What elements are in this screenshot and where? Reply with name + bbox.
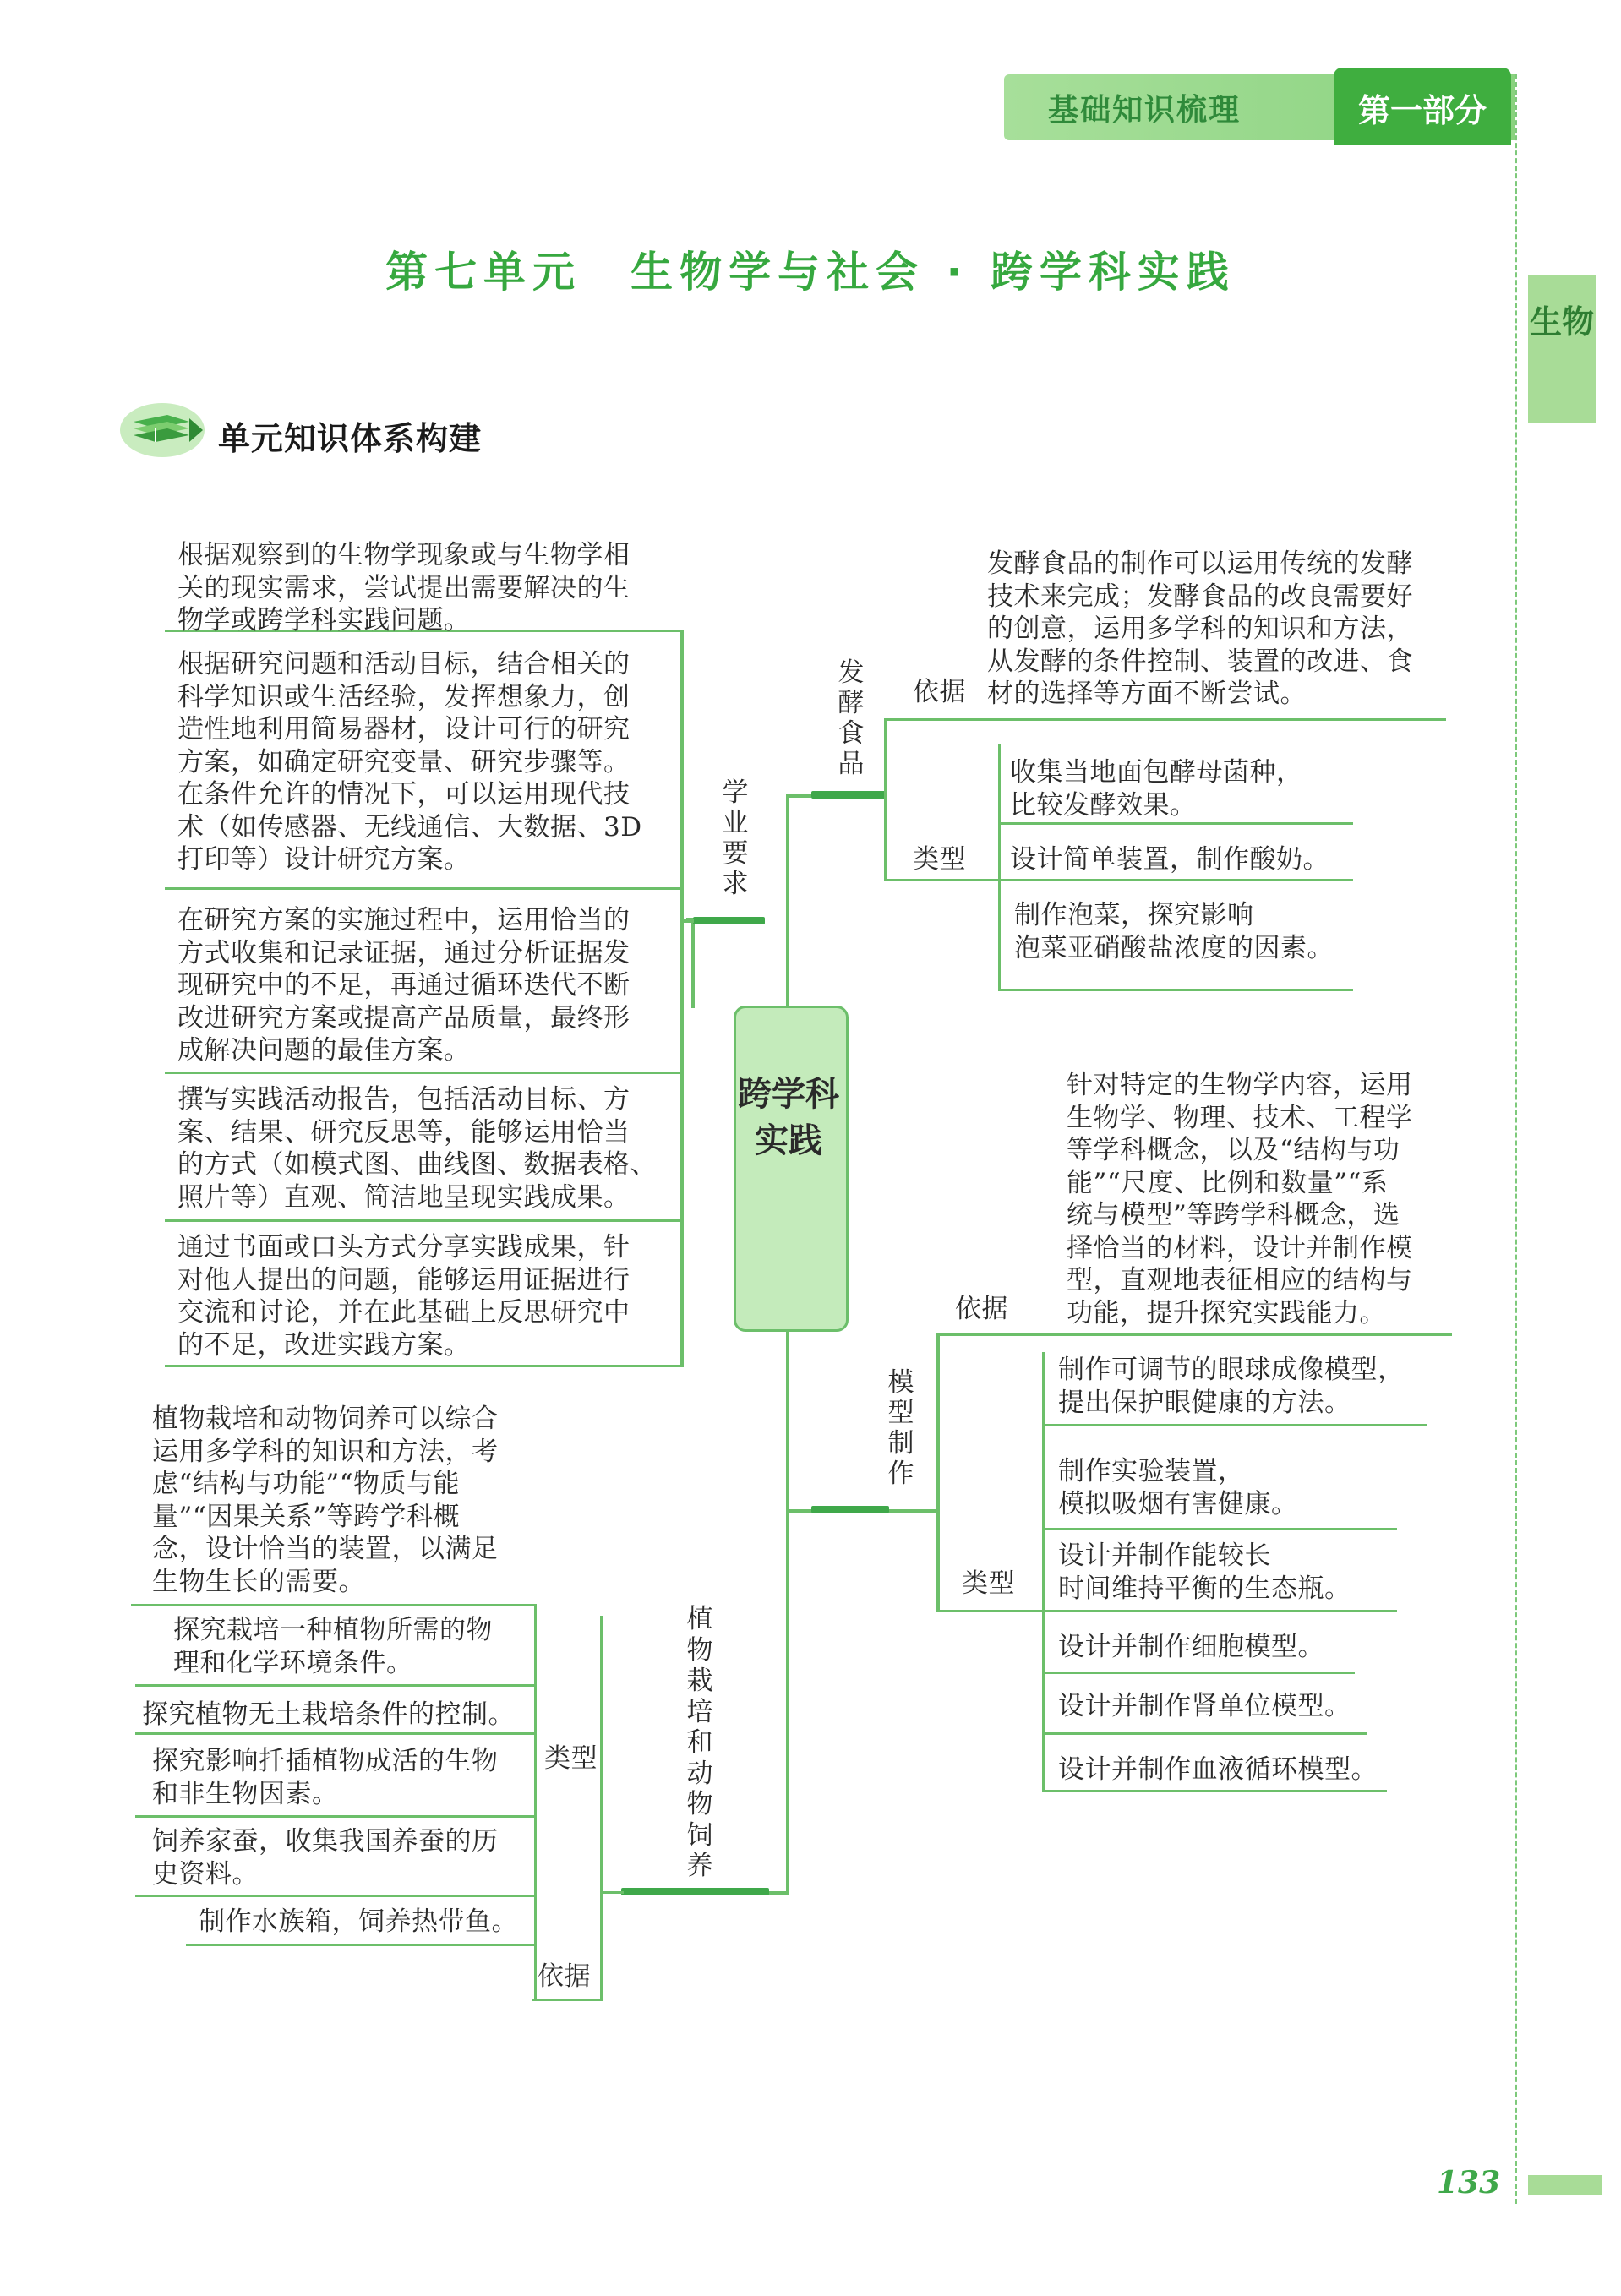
separator [884, 879, 1002, 881]
separator [936, 1610, 1046, 1612]
separator [165, 887, 684, 890]
zhiwu-type-1: 探究栽培一种植物所需的物 理和化学环境条件。 [173, 1615, 493, 1678]
separator [1042, 1610, 1397, 1612]
moxing-type-2: 制作实验装置， 模拟吸烟有害健康。 [1058, 1456, 1298, 1519]
page-number: 133 [1437, 2165, 1501, 2201]
zhiwu-type-3: 探究影响扦插植物成活的生物 和非生物因素。 [152, 1746, 499, 1809]
connector [691, 921, 695, 1008]
connector [600, 1616, 603, 2000]
separator [135, 1895, 534, 1897]
section-title: 单元知识体系构建 [218, 420, 483, 457]
connector [786, 794, 789, 1007]
zhiwu-basis-text: 植物栽培和动物饲养可以综合 运用多学科的知识和方法，考 虑“结构与功能”“物质与能 量”“因果关系”等跨学科概 念，设计恰当的装置，以满足 生物生长的需要。 [152, 1404, 499, 1597]
fajiao-types-label: 类型 [913, 844, 966, 875]
moxing-types-label: 类型 [962, 1568, 1015, 1599]
moxing-type-1: 制作可调节的眼球成像模型， 提出保护眼健康的方法。 [1058, 1355, 1405, 1418]
connector [936, 1333, 940, 1612]
page-number-bar [1528, 2175, 1602, 2195]
header-section-label: 基础知识梳理 [1048, 93, 1242, 128]
fajiao-basis-text: 发酵食品的制作可以运用传统的发酵 技术来完成；发酵食品的改良需要好 的创意，运用多学科的知识和方法， 从发酵的条件控制、装置的改进、食 材的选择等方面不断尝试。 [987, 548, 1413, 709]
separator [1042, 1528, 1397, 1530]
zhiwu-type-4: 饲养家蚕，收集我国养蚕的历 史资料。 [152, 1826, 499, 1890]
label-bar [811, 791, 886, 799]
zhiwu-type-5: 制作水族箱，饲养热带鱼。 [199, 1906, 518, 1937]
separator [532, 1999, 603, 2001]
center-node-label: 跨学科实践 [738, 1075, 839, 1160]
page-title: 第七单元 生物学与社会 · 跨学科实践 [385, 248, 1236, 297]
label-fajiao-shipin: 发酵食品 [838, 657, 865, 779]
fajiao-basis-label: 依据 [913, 677, 966, 707]
connector [998, 744, 1001, 989]
moxing-type-6: 设计并制作血液循环模型。 [1058, 1754, 1378, 1785]
separator [998, 879, 1353, 881]
fajiao-type-1: 收集当地面包酵母菌种， 比较发酵效果。 [1010, 757, 1303, 821]
separator [131, 1604, 537, 1606]
connector [786, 1509, 811, 1513]
moxing-type-4: 设计并制作细胞模型。 [1058, 1632, 1324, 1662]
connector [534, 1604, 537, 2001]
zhiwu-types-label: 类型 [544, 1743, 598, 1774]
separator [1042, 1732, 1367, 1735]
separator [998, 822, 1353, 825]
left-top-item-1: 根据观察到的生物学现象或与生物学相 关的现实需求，尝试提出需要解决的生 物学或跨学科实践问题。 [177, 540, 630, 635]
fajiao-type-3: 制作泡菜，探究影响 泡菜亚硝酸盐浓度的因素。 [1014, 900, 1334, 963]
label-xueye-yaoqiu: 学业要求 [722, 777, 749, 899]
connector [786, 1509, 789, 1894]
subject-side-tab-label: 生物 [1529, 303, 1594, 341]
label-bar [811, 1506, 889, 1513]
label-bar [621, 1888, 769, 1895]
separator [998, 989, 1353, 991]
separator [135, 1684, 534, 1687]
books-icon [118, 393, 211, 461]
moxing-basis-text: 针对特定的生物学内容，运用 生物学、物理、技术、工程学 等学科概念，以及“结构与功 能”“尺度、比例和数量”“系 统与模型”等跨学科概念，选 择恰当的材料，设计并制作模 型，直观地表征相应的结构与 功能，提升探究实践能力。 [1067, 1070, 1413, 1328]
left-top-item-5: 通过书面或口头方式分享实践成果，针 对他人提出的问题，能够运用证据进行 交流和讨论，并在此基础上反思研究中 的不足，改进实践方案。 [177, 1232, 630, 1361]
separator [1042, 1672, 1355, 1674]
center-node [734, 1006, 849, 1332]
connector [1042, 1352, 1045, 1792]
separator [936, 1333, 1452, 1336]
left-top-item-4: 撰写实践活动报告，包括活动目标、方 案、结果、研究反思等，能够运用恰当 的方式（如模式图、曲线图、数据表格、 照片等）直观、简洁地呈现实践成果。 [177, 1084, 657, 1213]
fajiao-type-2: 设计简单装置，制作酸奶。 [1010, 844, 1329, 875]
page-edge-dashed-line [1515, 74, 1517, 2204]
connector [786, 1325, 789, 1511]
label-zhiwu-zaipei: 植物栽培和动物饲养 [686, 1604, 713, 1881]
separator [1042, 1790, 1387, 1792]
label-moxing-zhizuo: 模型制作 [887, 1367, 914, 1489]
moxing-basis-label: 依据 [955, 1294, 1008, 1324]
connector [600, 1891, 624, 1894]
left-top-item-2: 根据研究问题和活动目标，结合相关的 科学知识或生活经验，发挥想象力，创 造性地利用简易器材，设计可行的研究 方案，如确定研究变量、研究步骤等。 在条件允许的情况下，可以运用现代技 术（如传感器、无线通信、大数据、3D 打印等）设计研究方案。 [177, 649, 642, 875]
separator [135, 1732, 534, 1735]
separator [135, 1815, 534, 1818]
zhiwu-basis-label: 依据 [538, 1961, 591, 1992]
zhiwu-type-2: 探究植物无土栽培条件的控制。 [142, 1699, 515, 1730]
connector [889, 1509, 938, 1513]
separator [1042, 1424, 1427, 1426]
separator [165, 1219, 684, 1222]
moxing-type-3: 设计并制作能较长 时间维持平衡的生态瓶。 [1058, 1541, 1351, 1604]
moxing-type-5: 设计并制作肾单位模型。 [1058, 1691, 1351, 1721]
left-top-item-3: 在研究方案的实施过程中，运用恰当的 方式收集和记录证据，通过分析证据发 现研究中的不足，再通过循环迭代不断 改进研究方案或提高产品质量，最终形 成解决问题的最佳方案。 [177, 905, 630, 1066]
separator [186, 1944, 534, 1946]
separator [165, 1365, 684, 1367]
header-part-label: 第一部分 [1357, 92, 1487, 129]
connector [884, 718, 887, 881]
separator [165, 1072, 684, 1074]
connector [786, 794, 811, 798]
label-bar [693, 917, 765, 924]
separator [884, 718, 1446, 721]
